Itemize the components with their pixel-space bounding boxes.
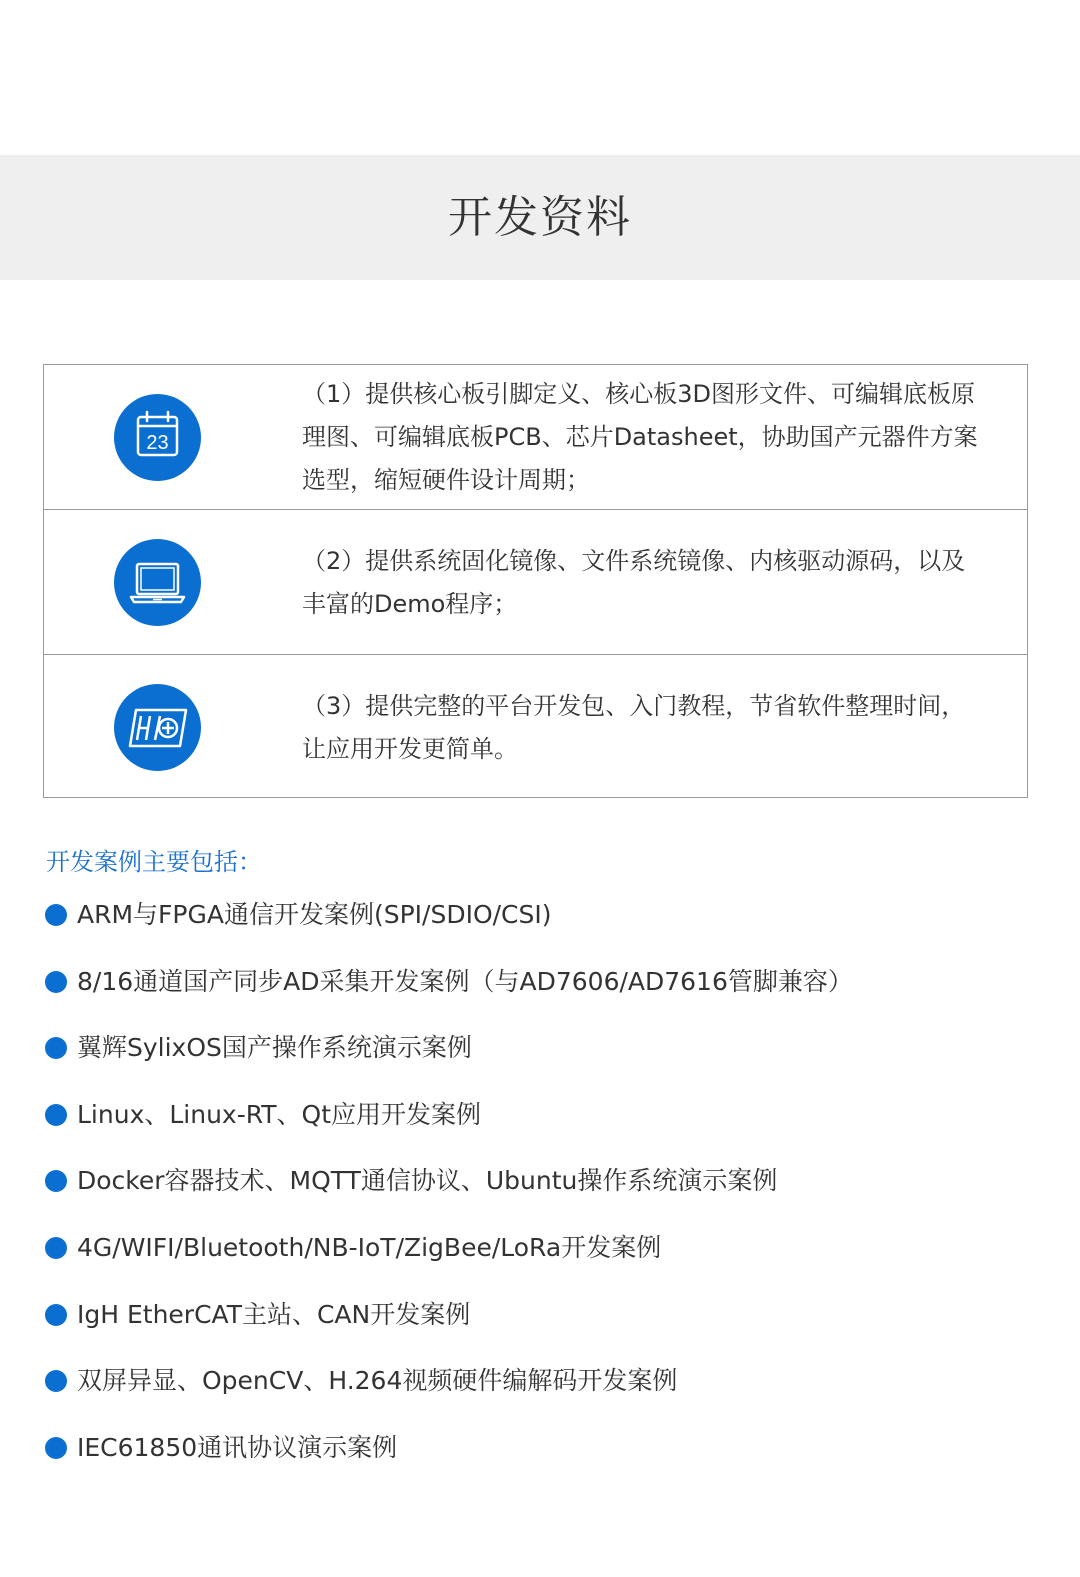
calendar-icon [114, 394, 201, 481]
laptop-icon [114, 539, 201, 626]
case-label: Docker容器技术、MQTT通信协议、Ubuntu操作系统演示案例 [77, 1166, 778, 1196]
section-banner [0, 155, 1080, 280]
list-item [44, 964, 1044, 1031]
bullet-dot-icon [45, 904, 67, 926]
feature-text-software: （3）提供完整的平台开发包、入门教程，节省软件整理时间，让应用开发更简单。 [302, 692, 966, 763]
cases-heading: 开发案例主要包括： [46, 848, 262, 876]
list-item [44, 1163, 1044, 1230]
list-item [44, 1363, 1044, 1430]
case-list [44, 897, 1044, 1496]
case-label: 翼辉SylixOS国产操作系统演示案例 [77, 1033, 472, 1063]
software-package-icon [114, 684, 201, 771]
case-label: 双屏异显、OpenCV、H.264视频硬件编解码开发案例 [77, 1366, 678, 1396]
list-item [44, 1230, 1044, 1297]
feature-text-hardware: （1）提供核心板引脚定义、核心板3D图形文件、可编辑底板原理图、可编辑底板PCB、芯片Datasheet，协助国产元器件方案选型，缩短硬件设计周期； [302, 380, 978, 494]
calendar-icon-number: 23 [146, 432, 169, 454]
list-item [44, 1097, 1044, 1164]
bullet-dot-icon [45, 1437, 67, 1459]
case-label: IgH EtherCAT主站、CAN开发案例 [77, 1299, 471, 1329]
bullet-dot-icon [45, 1104, 67, 1126]
bullet-dot-icon [45, 1237, 67, 1259]
feature-row-software [44, 655, 1027, 799]
bullet-dot-icon [45, 1370, 67, 1392]
list-item [44, 1430, 1044, 1497]
bullet-dot-icon [45, 1304, 67, 1326]
case-label: ARM与FPGA通信开发案例(SPI/SDIO/CSI) [77, 900, 552, 929]
case-label: 4G/WIFI/Bluetooth/NB-IoT/ZigBee/LoRa开发案例 [77, 1232, 662, 1262]
bullet-dot-icon [45, 1037, 67, 1059]
feature-table [43, 364, 1028, 798]
feature-row-hardware [44, 365, 1027, 509]
section-title: 开发资料 [448, 192, 632, 243]
feature-text-system: （2）提供系统固化镜像、文件系统镜像、内核驱动源码，以及丰富的Demo程序； [302, 547, 966, 618]
feature-row-system [44, 510, 1027, 654]
case-label: IEC61850通讯协议演示案例 [77, 1432, 398, 1462]
list-item [44, 1297, 1044, 1364]
case-label: Linux、Linux-RT、Qt应用开发案例 [77, 1099, 482, 1129]
case-label: 8/16通道国产同步AD采集开发案例（与AD7606/AD7616管脚兼容） [77, 966, 853, 996]
list-item [44, 1030, 1044, 1097]
list-item [44, 897, 1044, 964]
bullet-dot-icon [45, 1170, 67, 1192]
bullet-dot-icon [45, 971, 67, 993]
